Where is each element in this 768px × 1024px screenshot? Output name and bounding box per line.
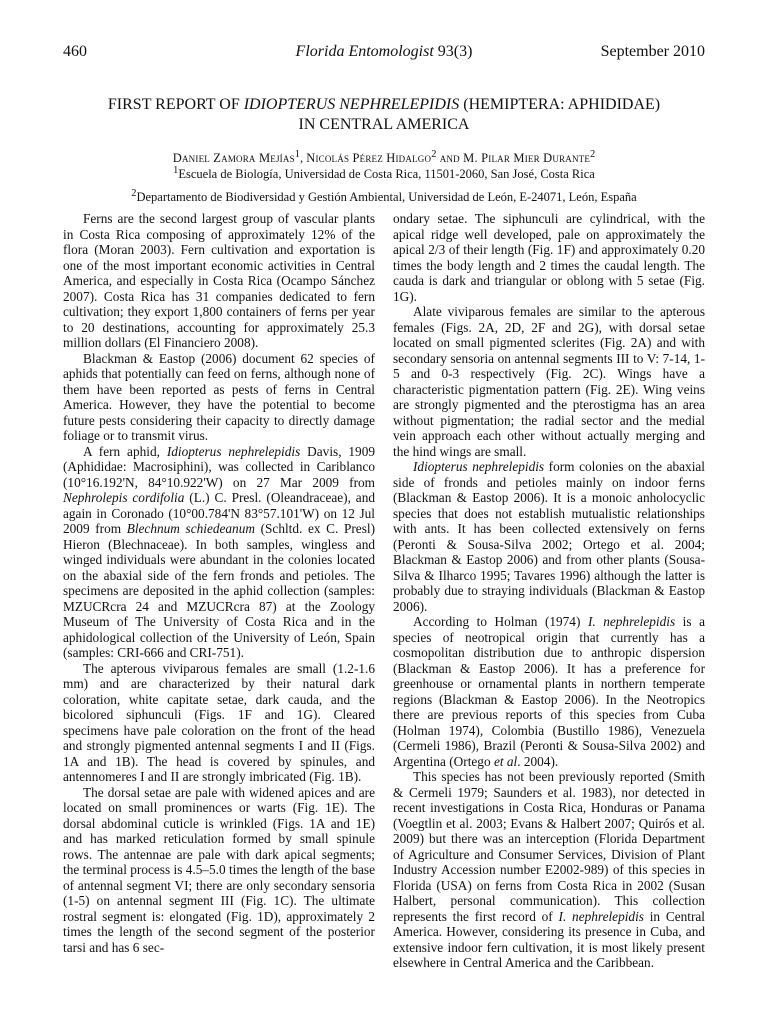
paragraph-apterous: The apterous viviparous females are small (1.2-1.6 mm) and are characterized by their natural dark coloration, white capitate setae, dark cauda, and the bicolored siphunculi (Figs. 1F and 1G). Cleared specimens have pale coloration on the front of the head and strongly pigmented antennal segments I and II (Figs. 1A and 1B). The head is covered by spinules, and antennomeres I and II are strongly imbricated (Fig. 1B). [63,660,375,784]
affiliation-2-text: Departamento de Biodiversidad y Gestión Ambiental, Universidad de León, E-24071, León, España [136,190,637,205]
paragraph-alate: Alate viviparous females are similar to the apterous females (Figs. 2A, 2D, 2F and 2G), with dorsal setae located on small pigmented sclerites (Fig. 2A) and with secondary sensoria on antennal segments III to V: 7-14, 1-5 and 0-3 respectively (Fig. 2C). Wings have a characteristic pigmentation pattern (Fig. 2E). Wing veins are strongly pigmented and the pterostigma has an area without pigmentation; the radial sector and the medial vein approach each other without actually merging and the hind wings are small. [393,304,705,459]
author-3: M. Pilar Mier Durante [463,151,591,166]
affiliation-1-mark: 1 [173,165,179,176]
paragraph-species-count: Blackman & Eastop (2006) document 62 species of aphids that potentially can feed on ferns, although none of them have been reported as pests of ferns in Central America. However, they have the potential to become future pests considering their capacity to directly damage foliage or to transmit virus. [63,350,375,443]
collection-text-b: Davis, 1909 (Aphididae: Macrosiphini), was collected in Cariblanco (10°16.192'N, 84°10.922'W) on 27 Mar 2009 from [63,443,376,490]
affiliation-2 [63,186,705,205]
page-number: 460 [63,43,87,60]
issue-date: September 2010 [600,43,705,60]
author-conjunction: and [436,151,464,166]
author-2-affil-mark: 2 [431,149,437,160]
paragraph-intro: Ferns are the second largest group of vascular plants in Costa Rica composing of approximately 12% of the flora (Moran 2003). Fern cultivation and exportation is one of the most important economic activities in Central America, and especially in Costa Rica (Ocampo Sánchez 2007). Costa Rica has 31 companies dedicated to fern cultivation; they export 1,800 containers of ferns per year to 20 destinations, accounting for approximately 25.3 million dollars (El Financiero 2008). [63,211,375,350]
left-column [63,211,375,955]
paragraph-siphunculi: ondary setae. The siphunculi are cylindrical, with the apical ridge well developed, pale on approximately the apical 2/3 of their length (Fig. 1F) and approximately 0.20 times the body length and 2 times the caudal length. The cauda is dark and triangular or oblong with 5 setae (Fig. 1G). [393,211,705,304]
right-column [393,211,705,971]
distribution-text-c: . 2004). [517,753,559,769]
title-species: IDIOPTERUS NEPHRELEPIDIS [243,96,460,113]
first-record-text-b: in Central America. However, considering its presence in Cuba, and extensive indoor fern cultivation, it is most likely present elsewhere in Central America and the Caribbean. [393,908,705,970]
author-2: Nicolás Pérez Hidalgo [306,151,432,166]
distribution-text-b: is a species of neotropical origin that currently has a cosmopolitan distribution due to anthropic dispersion (Blackman & Eastop 2006). It has a preference for greenhouse or ornamental plants in northern temperate regions (Blackman & Eastop 2006). In the Neotropics there are previous reports of this species from Cuba (Holman 1974), Colombia (Bustillo 1986), Venezuela (Cermeli 1986), Brazil (Peronti & Sousa-Silva 2002) and Argentina (Ortego [393,614,705,769]
host-plant-2: Blechnum schiedeanum [126,521,255,536]
paragraph-colonies [393,459,705,614]
title-taxon: (HEMIPTERA: APHIDIDAE) [459,96,661,113]
collection-text-a: A fern aphid, [83,443,167,459]
colonies-text: form colonies on the abaxial side of fronds and petioles mainly on indoor ferns (Blackman & Eastop 2006). It is a monoic anholocyclic species that does not establish mutualistic relationships with ants. It has been collected extensively on ferns (Peronti & Sousa-Silva 2002; Ortego et al. 2004; Blackman & Eastop 2006) and from other plants (Sousa-Silva & Ilharco 1995; Tavares 1996) although the latter is probably due to straying individuals (Blackman & Eastop 2006). [393,459,705,614]
distribution-text-a: According to Holman (1974) [413,614,588,629]
first-record-text-a: This species has not been previously reported (Smith & Cermeli 1979; Saunders et al. 1983), nor detected in recent investigations in Costa Rica, Honduras or Panama (Voegtlin et al. 2003; Evans & Halbert 2007; Quirós et al. 2009) but there was an interception (Florida Department of Agriculture and Consumer Services, Division of Plant Industry Accession number E2002-989) of this species in Florida (USA) on ferns from Costa Rica in 2002 (Susan Halbert, personal communication). This collection represents the first record of [393,769,705,924]
article-title [63,95,705,135]
affiliation-2-mark: 2 [131,188,137,199]
title-prefix: FIRST REPORT OF [107,96,244,113]
author-1: Daniel Zamora Mejías [172,151,295,166]
journal-name: Florida Entomologist [295,43,434,60]
species-name: Idiopterus nephrelepidis [166,443,301,459]
host-plant-1: Nephrolepis cordifolia [63,490,185,505]
running-header [63,43,705,67]
paragraph-first-record [393,769,705,971]
et-al: et al [493,753,518,769]
title-line-2: IN CENTRAL AMERICA [298,116,470,133]
journal-volume: 93(3) [437,43,473,60]
paragraph-distribution [393,614,705,769]
affiliation-1 [63,163,705,182]
collection-text-d: (Schltd. ex C. Presl) Hieron (Blechnaceae). In both samples, wingless and winged individuals were abundant in the colonies located on the abaxial side of the fern fronds and petioles. The specimens are deposited in the aphid collection (samples: MZUCRcra 24 and MZUCRcra 87) at the Zoology Museum of The University of Costa Rica and in the aphidological collection of the University of León, Spain (samples: CRI-666 and CRI-751). [63,521,375,660]
affiliation-1-text: Escuela de Biología, Universidad de Costa Rica, 11501-2060, San José, Costa Rica [178,167,595,182]
collection-text-c: (L.) C. Presl. (Oleandraceae), and again in Coronado (10°00.784'N 83°57.101'W) on 12 Jul 2009 from [63,490,376,536]
species-name-2: Idiopterus nephrelepidis [413,459,545,474]
author-separator: , [299,151,307,166]
species-abbrev-2: I. nephrelepidis [558,908,644,924]
paragraph-dorsal-setae: The dorsal setae are pale with widened apices and are located on small prominences or warts (Fig. 1E). The dorsal abdominal cuticle is wrinkled (Figs. 1A and 1E) and has marked reticulation formed by small spinule rows. The antennae are pale with dark apical segments; the terminal process is 4.5–5.0 times the length of the base of antennal segment VI; there are only secondary sensoria (1-5) on antennal segment III (Fig. 1C). The ultimate rostral segment is: elongated (Fig. 1D), approximately 2 times the length of the second segment of the posterior tarsi and has 6 sec- [63,784,375,955]
paragraph-collection [63,444,375,661]
species-abbrev: I. nephrelepidis [587,614,676,629]
author-1-affil-mark: 1 [294,149,300,160]
author-3-affil-mark: 2 [590,149,596,160]
